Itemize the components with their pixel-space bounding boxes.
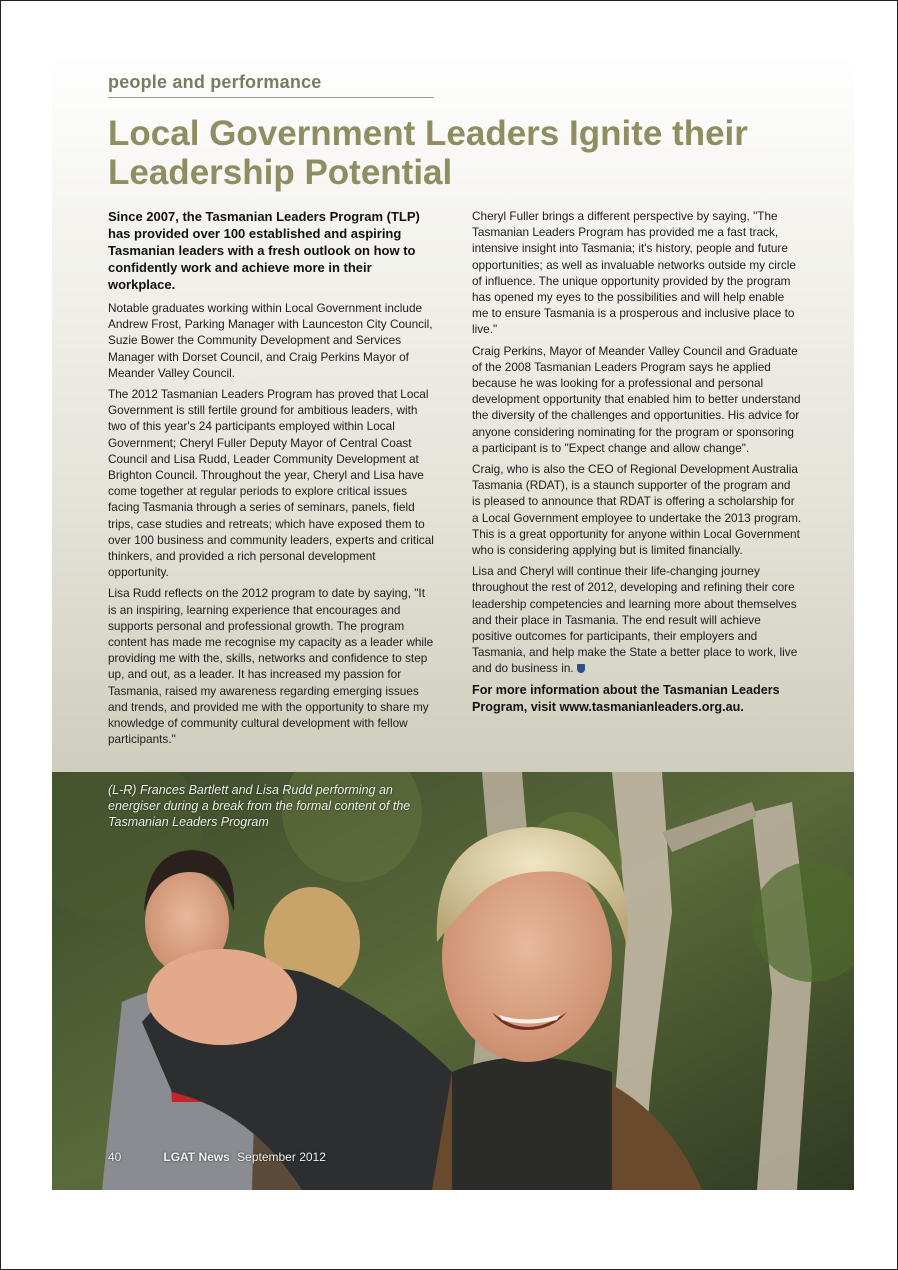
article-headline: Local Government Leaders Ignite their Leadership Potential <box>108 114 748 192</box>
body-paragraph: Craig Perkins, Mayor of Meander Valley Council and Graduate of the 2008 Tasmanian Leaders Program says he applied because he was looking for a professional and personal development opportunity that enabled him to better understand the diversity of the challenges and opportunities. His advice for anyone considering nominating for the program or sponsoring a participant is to "Expect change and allow change". <box>472 343 801 455</box>
more-info-paragraph: For more information about the Tasmanian Leaders Program, visit www.tasmanianleaders.org.au. <box>472 682 780 714</box>
left-column <box>108 208 436 752</box>
body-paragraph: Lisa Rudd reflects on the 2012 program to date by saying, "It is an inspiring, learning experience that encourages and supports personal and professional growth. The program content has made me recognise my capacity as a leader while providing me with the, skills, networks and confidence to step up, and out, as a leader. It has increased my passion for Tasmania, raised my awareness regarding emerging issues and trends, and provided me with the opportunity to share my knowledge of community cultural development with fellow participants." <box>108 586 434 747</box>
page-number: 40 <box>108 1150 122 1164</box>
article-photo <box>52 772 854 1190</box>
lead-paragraph: Since 2007, the Tasmanian Leaders Program (TLP) has provided over 100 established and aspiring Tasmanian leaders with a fresh outlook on how to confidently work and achieve more in their workplace. <box>108 209 420 292</box>
magazine-page <box>52 54 854 1190</box>
body-paragraph: Cheryl Fuller brings a different perspective by saying, "The Tasmanian Leaders Program has provided me a fast track, intensive insight into Tasmania; it's history, people and future opportunities; as well as invaluable networks outside my circle of influence. The unique opportunity provided by the program has opened my eyes to the possibilities and will help enable me to ensure Tasmania is a prosperous and inclusive place to live." <box>472 209 796 337</box>
body-paragraph: The 2012 Tasmanian Leaders Program has proved that Local Government is still fertile ground for ambitious leaders, with two of this year's 24 participants employed within Local Government; Cheryl Fuller Deputy Mayor of Central Coast Council and Lisa Rudd, Leader Community Development at Brighton Council. Throughout the year, Cheryl and Lisa have come together at regular periods to explore critical issues facing Tasmania through a series of seminars, panels, field trips, case studies and retreats; which have exposed them to over 100 business and community leaders, experts and critical thinkers, and provided a rich personal development opportunity. <box>108 387 434 580</box>
photo-illustration <box>52 772 854 1190</box>
photo-caption: (L-R) Frances Bartlett and Lisa Rudd performing an energiser during a break from the formal content of the Tasmanian Leaders Program <box>108 783 411 829</box>
closing-paragraph <box>472 563 802 676</box>
issue-date: September 2012 <box>237 1150 326 1164</box>
right-column <box>472 208 802 721</box>
lgat-logo-mark-icon <box>577 664 585 673</box>
body-paragraph: Notable graduates working within Local Government include Andrew Frost, Parking Manager with Launceston City Council, Suzie Bower the Community Development and Services Manager with Dorset Council, and Craig Perkins Mayor of Meander Valley Council. <box>108 301 433 380</box>
publication-name: LGAT News <box>163 1150 230 1164</box>
page-footer <box>108 1150 326 1164</box>
body-paragraph: Craig, who is also the CEO of Regional Development Australia Tasmania (RDAT), is a staunch supporter of the program and is pleased to announce that RDAT is offering a scholarship for a Local Government employee to undertake the 2013 program. This is a great opportunity for anyone within Local Government who is considering applying but is limited financially. <box>472 462 802 558</box>
closing-text: Lisa and Cheryl will continue their life-changing journey throughout the rest of 2012, developing and refining their core leadership competencies and learning more about themselves and their place in Tasmania. The end result will achieve positive outcomes for participants, their employers and Tasmania, and help make the State a better place to work, live and do business in. <box>472 564 798 676</box>
section-divider <box>108 97 434 98</box>
section-label: people and performance <box>108 72 322 92</box>
